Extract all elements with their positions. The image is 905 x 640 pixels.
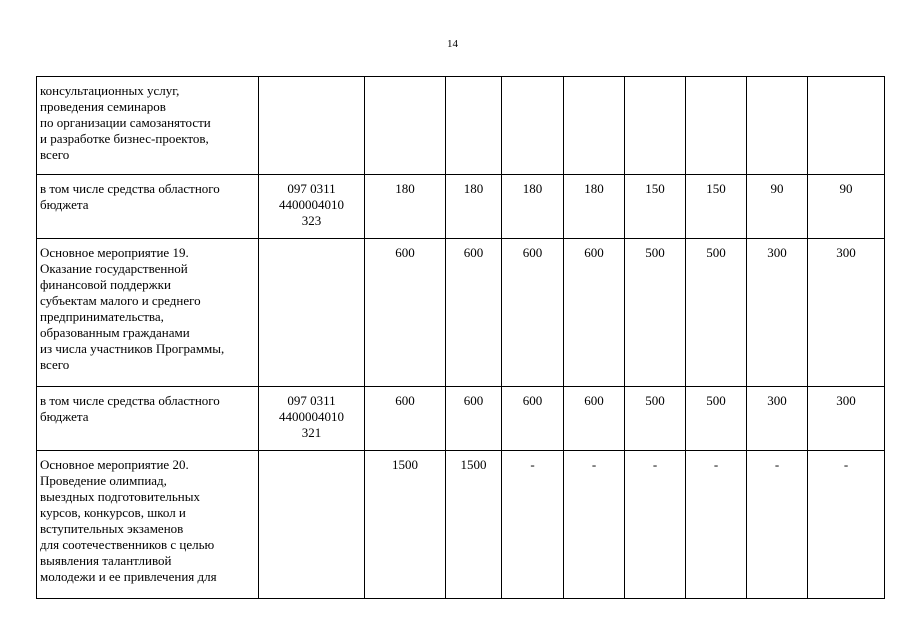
budget-code: [259, 239, 365, 387]
value-cell: 500: [686, 239, 747, 387]
row-description: в том числе средства областного бюджета: [37, 175, 259, 239]
value-cell: 600: [564, 239, 625, 387]
value-cell: -: [808, 451, 885, 599]
value-cell: [625, 77, 686, 175]
value-cell: -: [625, 451, 686, 599]
value-cell: 300: [808, 239, 885, 387]
table-row: [37, 77, 885, 175]
value-cell: 600: [502, 239, 564, 387]
budget-code: 097 0311 4400004010 321: [259, 387, 365, 451]
value-cell: 90: [808, 175, 885, 239]
value-cell: 600: [564, 387, 625, 451]
value-cell: [808, 77, 885, 175]
value-cell: 500: [686, 387, 747, 451]
value-cell: 500: [625, 387, 686, 451]
row-description: Основное мероприятие 19. Оказание государственной финансовой поддержки субъектам малого и среднего предпринимательства, образованным гражданами из числа участников Программы, всего: [37, 239, 259, 387]
value-cell: [686, 77, 747, 175]
budget-code: 097 0311 4400004010 323: [259, 175, 365, 239]
value-cell: 600: [365, 387, 446, 451]
value-cell: 600: [365, 239, 446, 387]
budget-code: [259, 77, 365, 175]
budget-table: [36, 76, 885, 599]
value-cell: [564, 77, 625, 175]
value-cell: -: [564, 451, 625, 599]
value-cell: 180: [502, 175, 564, 239]
value-cell: [502, 77, 564, 175]
value-cell: 600: [446, 387, 502, 451]
table-row: [37, 451, 885, 599]
value-cell: 300: [747, 387, 808, 451]
value-cell: [365, 77, 446, 175]
value-cell: 1500: [446, 451, 502, 599]
value-cell: 500: [625, 239, 686, 387]
value-cell: -: [747, 451, 808, 599]
value-cell: 180: [446, 175, 502, 239]
value-cell: 1500: [365, 451, 446, 599]
value-cell: -: [502, 451, 564, 599]
value-cell: 300: [808, 387, 885, 451]
value-cell: 150: [625, 175, 686, 239]
row-description: Основное мероприятие 20. Проведение олимпиад, выездных подготовительных курсов, конкурсов, школ и вступительных экзаменов для соотечественников с целью выявления талантливой молодежи и ее привлечения для: [37, 451, 259, 599]
table-row: [37, 175, 885, 239]
value-cell: 150: [686, 175, 747, 239]
table-row: [37, 239, 885, 387]
value-cell: 300: [747, 239, 808, 387]
value-cell: 180: [564, 175, 625, 239]
value-cell: 600: [502, 387, 564, 451]
value-cell: [446, 77, 502, 175]
value-cell: [747, 77, 808, 175]
value-cell: 600: [446, 239, 502, 387]
value-cell: 180: [365, 175, 446, 239]
row-description: консультационных услуг, проведения семинаров по организации самозанятости и разработке бизнес-проектов, всего: [37, 77, 259, 175]
table-row: [37, 387, 885, 451]
page-number: 14: [447, 38, 458, 50]
value-cell: -: [686, 451, 747, 599]
row-description: в том числе средства областного бюджета: [37, 387, 259, 451]
value-cell: 90: [747, 175, 808, 239]
budget-code: [259, 451, 365, 599]
